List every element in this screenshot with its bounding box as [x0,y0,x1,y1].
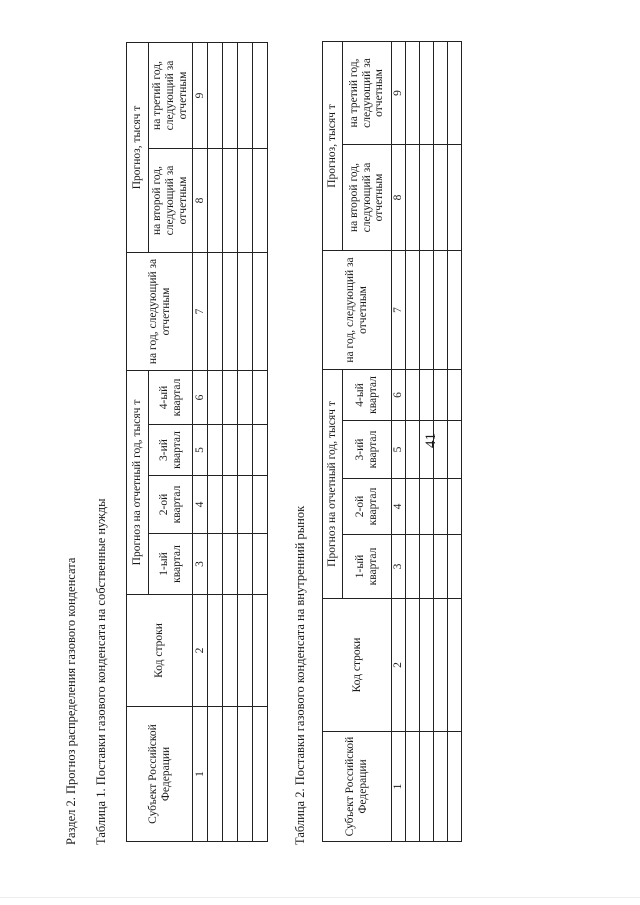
table2-col-q4: 4-ый квартал [343,369,392,420]
table1-col-subject: Субъект Российской Федерации [127,707,193,842]
table2-group-forecast: Прогноз, тысяч т [323,41,343,250]
table2-num-2: 2 [392,599,406,732]
table1-col-q1: 1-ый квартал [149,534,193,595]
scan-fold-line [0,897,640,898]
table2-col-third: на третий год, следующий за отчетным [343,41,392,144]
table1-col-code: Код строки [127,595,193,707]
table1-empty-row [208,42,223,841]
table1-num-1: 1 [193,707,208,842]
table2 [322,41,462,842]
table1-number-row [193,42,208,841]
table1-col-next: на год, следующий за отчетным [127,252,193,370]
table2-empty-row [420,41,434,841]
table1-col-third: на третий год, следующий за отчетным [149,42,193,148]
table2-number-row [392,41,406,841]
table1-col-q2: 2-ой квартал [149,476,193,534]
table1-num-4: 4 [193,476,208,534]
table1-num-6: 6 [193,370,208,424]
table1-num-5: 5 [193,425,208,476]
table2-group-current: Прогноз на отчетный год, тысяч т [323,369,343,598]
table1 [126,42,268,842]
table2-col-q2: 2-ой квартал [343,479,392,535]
table1-num-9: 9 [193,42,208,148]
table2-empty-row [406,41,420,841]
table1-num-8: 8 [193,148,208,252]
table2-col-second: на второй год, следующий за отчетным [343,144,392,250]
table1-num-2: 2 [193,595,208,707]
table2-num-9: 9 [392,41,406,144]
table2-num-6: 6 [392,369,406,420]
table1-col-q3: 3-ий квартал [149,425,193,476]
table1-empty-row [253,42,268,841]
table1-col-second: на второй год, следующий за отчетным [149,148,193,252]
table2-title: Таблица 2. Поставки газового конденсата на внутренний рынок [293,505,307,845]
table1-group-forecast: Прогноз, тысяч т [127,42,149,252]
table1-title: Таблица 1. Поставки газового конденсата на собственные нужды [94,498,108,845]
table2-num-8: 8 [392,144,406,250]
table2-num-1: 1 [392,732,406,842]
table1-col-q4: 4-ый квартал [149,370,193,424]
table1-num-7: 7 [193,252,208,370]
section-title: Раздел 2. Прогноз распределения газового конденсата [64,557,78,845]
table1-empty-row [223,42,238,841]
table2-num-3: 3 [392,535,406,599]
page-number: 41 [423,433,439,448]
table2-num-7: 7 [392,250,406,369]
table2-col-subject: Субъект Российской Федерации [323,732,392,842]
table2-col-q3: 3-ий квартал [343,421,392,479]
table2-num-5: 5 [392,421,406,479]
table1-num-3: 3 [193,534,208,595]
table1-group-current: Прогноз на отчетный год, тысяч т [127,370,149,594]
table2-empty-row [434,41,448,841]
table2-empty-row [448,41,462,841]
table2-col-next: на год, следующий за отчетным [323,250,392,369]
table1-empty-row [238,42,253,841]
table2-col-q1: 1-ый квартал [343,535,392,599]
table2-col-code: Код строки [323,599,392,732]
table2-num-4: 4 [392,479,406,535]
